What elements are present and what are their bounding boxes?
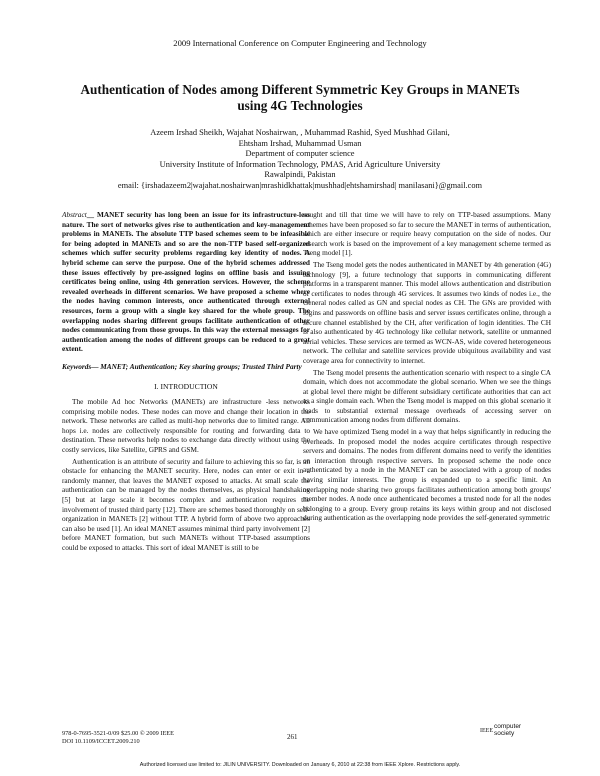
department: Department of computer science <box>245 149 355 159</box>
abstract-label: Abstract <box>62 210 87 219</box>
intro-paragraph-2: Authentication is an attribute of security and failure to achieving this so far, is an obstacle for enhancing the MANET security. Here, nodes can enter or exit in a randomly manner, that leaves the MANET exposed to attacks. At small scale the authentication can be managed by the nodes themselves, as physical handshaking [5] but at large scale it becomes complex and authentication requires the involvement of trusted third party [12]. There are schemes based thoroughly on self-organization in MANETs [2] without TTP. A hybrid form of above two approaches can also be used [1]. An ideal MANET assumes minimal third party involvement [2] before MANET formation, but such MANETs without TTP-based assumptions could be exposed to attacks. This sort of ideal MANET is still to be <box>62 456 310 552</box>
logo-text <box>494 724 521 737</box>
paper-title <box>60 82 540 114</box>
footer-citation <box>62 730 174 746</box>
doi: DOI 10.1109/ICCET.2009.210 <box>62 738 140 745</box>
license-notice: Authorized licensed use limited to: JILIN UNIVERSITY. Downloaded on January 6, 2010 at 22:38 from IEEE Xplore. Restrictions apply. <box>139 762 461 768</box>
author-block <box>40 128 560 192</box>
conference-header: 2009 International Conference on Computer Engineering and Technology <box>173 38 427 48</box>
right-paragraph-3: The Tseng model presents the authentication scenario with respect to a single CA domain, which does not accommodate the global scenario. When we see the things at global level there might be different subsidiary certificate authorities that can act as a single domain each. When the Tseng model is mapped on this global scenario it leads to substantial external message overheads of accessing server on communication among nodes from different domains. <box>303 367 551 425</box>
abstract-dash: __ <box>86 210 95 219</box>
section-heading-introduction: I. INTRODUCTION <box>154 381 218 391</box>
right-paragraph-1: sought and till that time we will have to rely on TTP-based assumptions. Many schemes have been proposed so far to secure the MANET in terms of authentication, which are either insecure or require heavy computation on the side of nodes. Our research work is based on the improvement of a key management scheme termed as Tseng model [1]. <box>303 210 551 258</box>
authors-line-1: Azeem Irshad Sheikh, Wajahat Noshairwan, , Muhammad Rashid, Syed Mushhad Gilani, <box>150 128 450 137</box>
left-column <box>62 210 310 555</box>
title-line-2: using 4G Technologies <box>237 98 363 113</box>
computer-society-logo <box>480 724 540 744</box>
abstract-text: MANET security has long been an issue for its infrastructure-less nature. The sort of networks gives rise to authentication and key-management problems in MANETs. The absolute TTP based schemes seem to be infeasible for being adopted in MANETs and so are the non-TTP based self-organized schemes which suffer security problems regarding key identity of nodes. A hybrid scheme can serve the purpose. One of the hybrid schemes addressed these issues effectively by pre-assigned logins on offline basis and issuing certificates being online, using 4th generation services. However, the scheme revealed overheads in different scenarios. We have proposed a scheme where the nodes having common interests, once authenticated through external resources, form a group with a single key shared for the whole group. The overlapping nodes sharing different groups facilitate authentication of other nodes communicating from those groups. In this way the external messages for authentication among the nodes of different groups can be reduced to a great extent. <box>62 210 310 354</box>
city: Rawalpindi, Pakistan <box>264 170 336 180</box>
right-paragraph-4: We have optimized Tseng model in a way that helps significantly in reducing the overheads. In proposed model the nodes acquire certificates through respective servers and domains. The nodes from different domains need to verify the identities on interaction through respective servers. In proposed scheme the node once authenticated by a node in the MANET can be associated with a group of nodes having similar interests. The group is expanded up to a specific limit. An overlapping node sharing two groups facilitates authentication among both groups' member nodes. A node once authenticated becomes a trusted node for all the nodes belonging to a group. Every group retains its keys within group and not disclosed during authentication as the overlapping node provides the self-generated symmetric <box>303 427 551 523</box>
right-column <box>303 210 551 525</box>
keywords: Keywords— MANET; Authentication; Key sharing groups; Trusted Third Party <box>62 361 302 371</box>
email: email: {irshadazeem2|wajahat.noshairwan|mrashidkhattak|mushhad|ehtshamirshad| manilasani}@gmail.com <box>117 180 483 190</box>
logo-line-2: society <box>494 729 515 737</box>
intro-paragraph-1: The mobile Ad hoc Networks (MANETs) are infrastructure -less networks comprising mobile nodes. These nodes can move and change their location in the network. These networks are called as multi-hop networks due to limited range. All hops i.e. nodes are collectively responsible for routing and forwarding data to destination. These networks help nodes to exchange data directly without using the costly services, like Satellite, GPRS and GSM. <box>62 397 310 455</box>
institute: University Institute of Information Technology, PMAS, Arid Agriculture University <box>159 159 441 169</box>
isbn: 978-0-7695-3521-0/09 $25.00 © 2009 IEEE <box>62 730 174 737</box>
right-paragraph-2: The Tseng model gets the nodes authenticated in MANET by 4th generation (4G) technology [9], a future technology that supports in communicating different platforms in a transparent manner. This model allows authentication and distribution of certificates to nodes through 4G services. It assumes two kinds of nodes i.e., the General nodes called as GN and special nodes as CH. The GNs are provided with logins and passwords on offline basis and server issues certificates online, through a secure channel established by the CH, after verification of login identities. The CH is also authenticated by 4G technology like cellular network, satellite or unmanned aerial vehicles. These services are termed as WCN-AS, wide covered heterogeneous network. The cellular and satellite services provide ubiquitous availability and vast coverage area for connectivity to internet. <box>303 259 551 365</box>
logo-line-1: computer <box>494 723 522 730</box>
authors-line-2: Ehtsham Irshad, Muhammad Usman <box>238 138 362 148</box>
page-number: 261 <box>287 733 298 741</box>
title-line-1: Authentication of Nodes among Different Symmetric Key Groups in MANETs <box>80 82 520 97</box>
abstract <box>62 210 310 354</box>
logo-ieee: IEEE <box>480 728 493 734</box>
